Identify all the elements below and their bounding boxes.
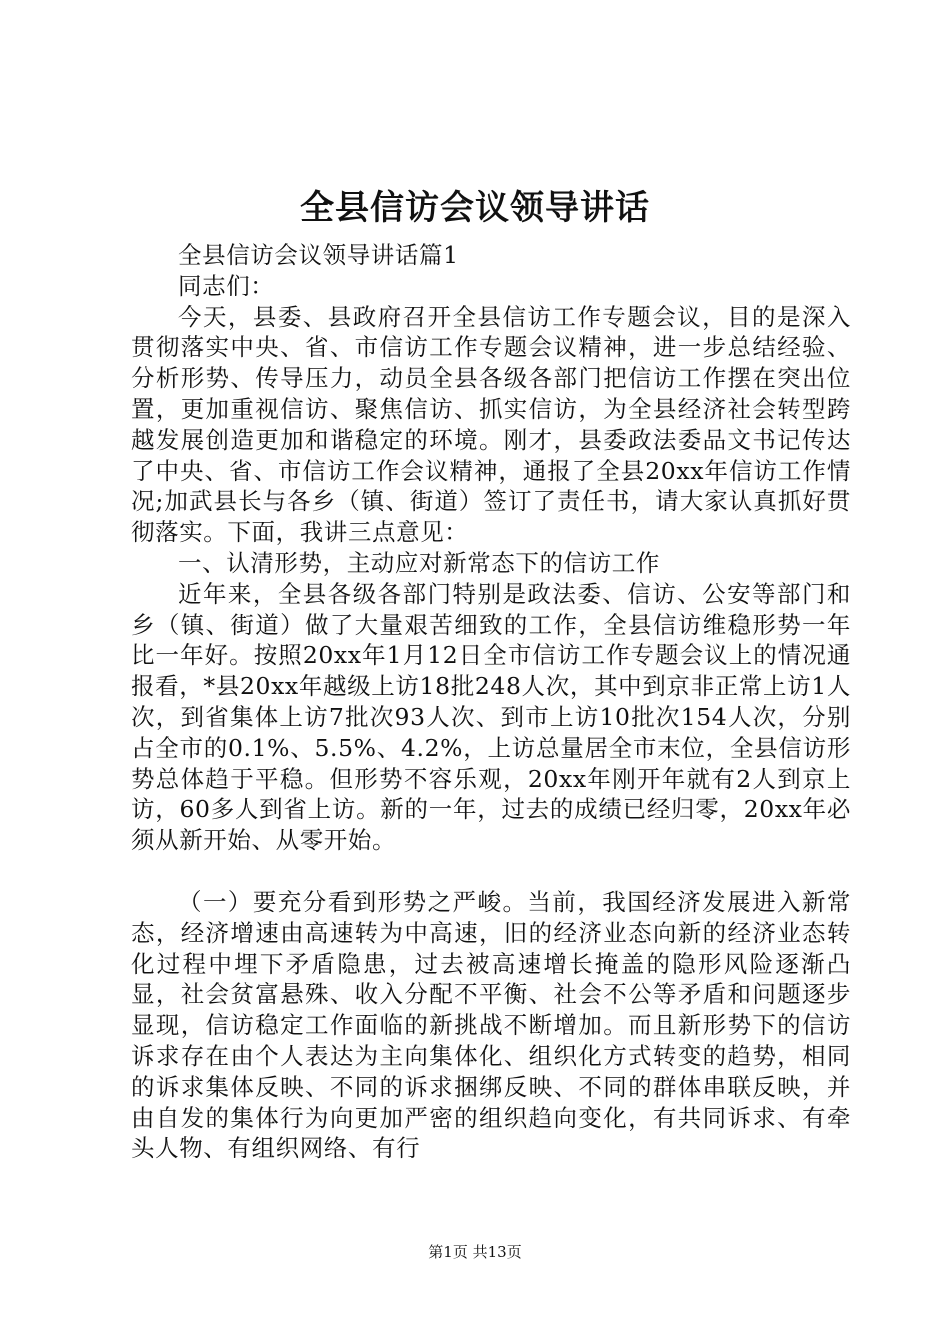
- document-body: [131, 240, 851, 1164]
- section-heading: 全县信访会议领导讲话篇1: [178, 241, 459, 269]
- document-title: 全县信访会议领导讲话: [300, 188, 650, 228]
- body-paragraph: 近年来，全县各级各部门特别是政法委、信访、公安等部门和乡（镇、街道）做了大量艰苦细致的工作，全县信访维稳形势一年比一年好。按照20xx年1月12日全市信访工作专题会议上的情况通报看，*县20xx年越级上访18批248人次，其中到京非正常上访1人次，到省集体上访7批次93人次、到市上访10批次154人次，分别占全市的0.1%、5.5%、4.2%，上访总量居全市末位，全县信访形势总体趋于平稳。但形势不容乐观，20xx年刚开年就有2人到京上访，60多人到省上访。新的一年，过去的成绩已经归零，20xx年必须从新开始、从零开始。: [131, 579, 851, 855]
- salutation: 同志们：: [178, 271, 275, 300]
- section-heading: 一、认清形势，主动应对新常态下的信访工作: [178, 548, 660, 577]
- body-paragraph: （一）要充分看到形势之严峻。当前，我国经济发展进入新常态，经济增速由高速转为中高速，旧的经济业态向新的经济业态转化过程中埋下矛盾隐患，过去被高速增长掩盖的隐形风险逐渐凸显，社会贫富悬殊、收入分配不平衡、社会不公等矛盾和问题逐步显现，信访稳定工作面临的新挑战不断增加。而且新形势下的信访诉求存在由个人表达为主向集体化、组织化方式转变的趋势，相同的诉求集体反映、不同的诉求捆绑反映、不同的群体串联反映，并由自发的集体行为向更加严密的组织趋向变化，有共同诉求、有牵头人物、有组织网络、有行: [131, 887, 851, 1163]
- body-paragraph: 今天，县委、县政府召开全县信访工作专题会议，目的是深入贯彻落实中央、省、市信访工作专题会议精神，进一步总结经验、分析形势、传导压力，动员全县各级各部门把信访工作摆在突出位置，更加重视信访、聚焦信访、抓实信访，为全县经济社会转型跨越发展创造更加和谐稳定的环境。刚才，县委政法委品文书记传达了中央、省、市信访工作会议精神，通报了全县20xx年信访工作情况;加武县长与各乡（镇、街道）签订了责任书，请大家认真抓好贯彻落实。下面，我讲三点意见：: [131, 302, 851, 547]
- page-footer: 第1页 共13页: [428, 1243, 522, 1261]
